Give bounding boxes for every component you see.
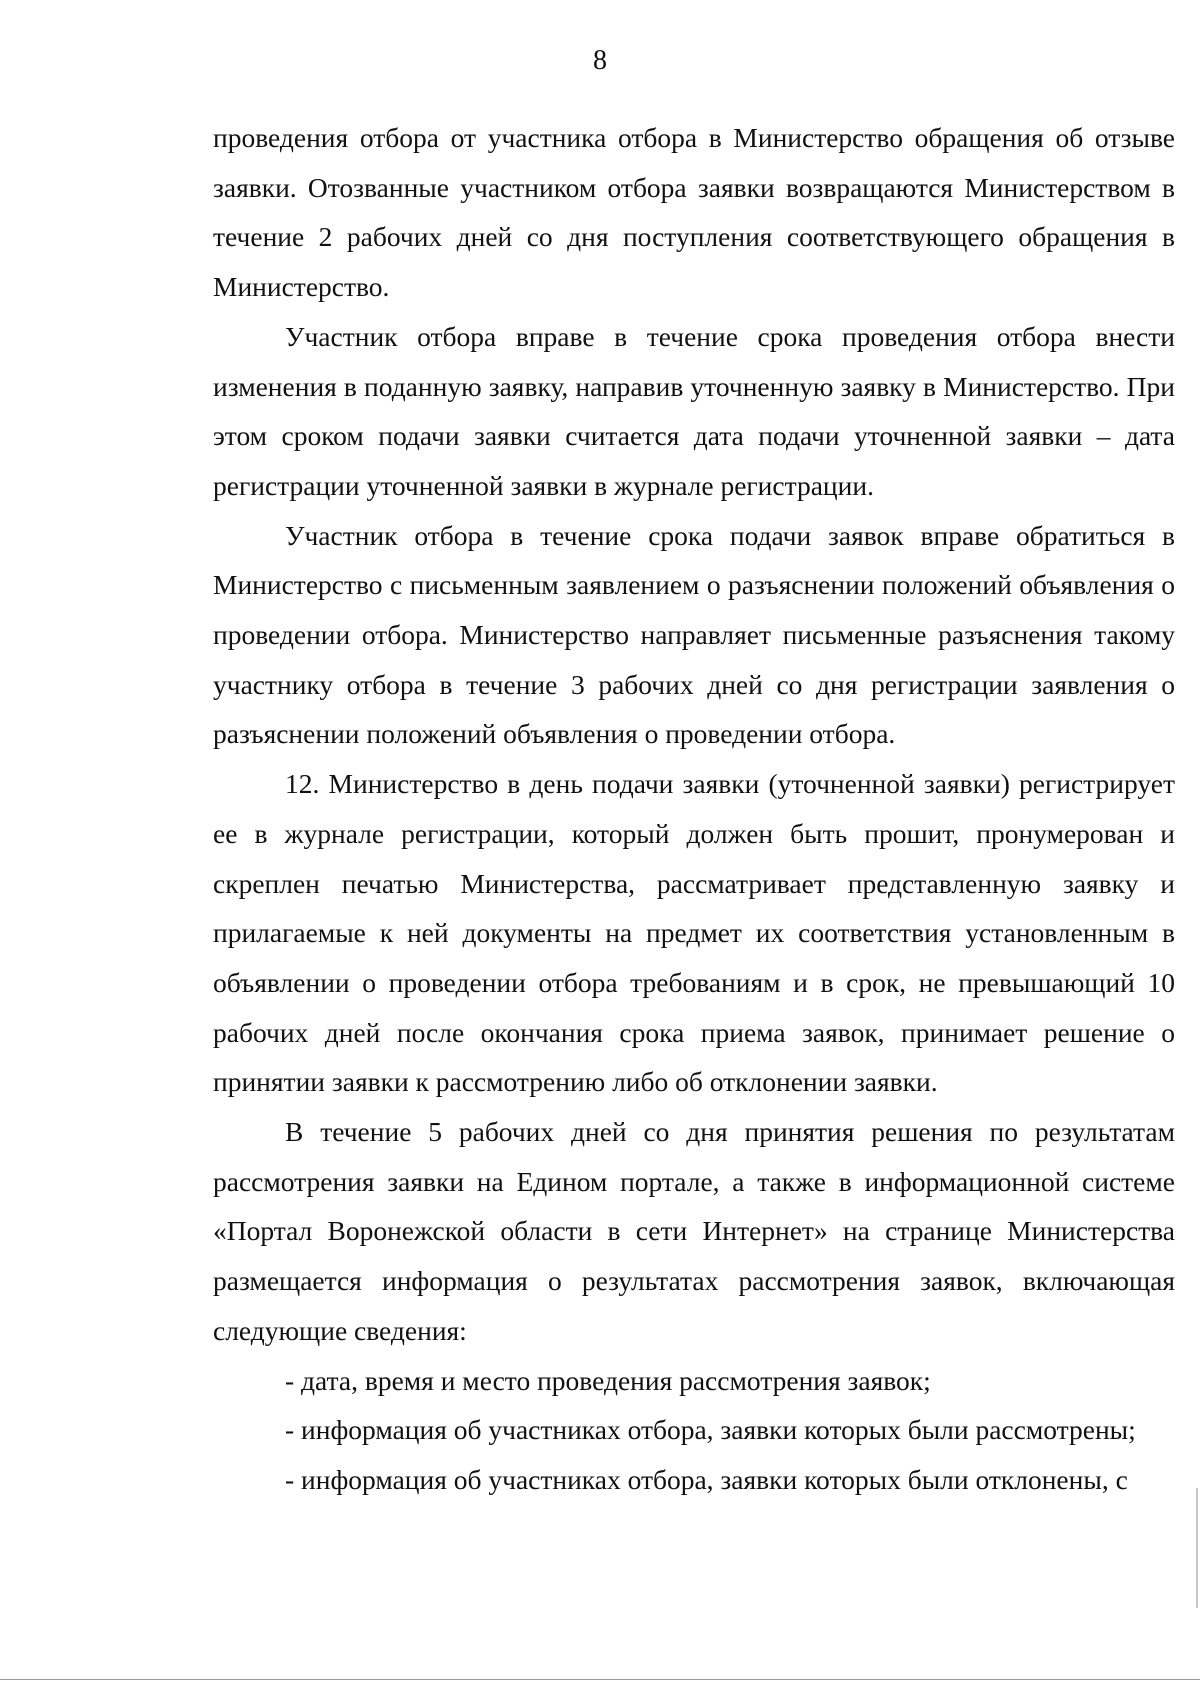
list-item: - информация об участниках отбора, заявки которых были рассмотрены;	[285, 1414, 1136, 1446]
paragraph-continuation: проведения отбора от участника отбора в Министерство обращения об отзыве заявки. Отозванные участником отбора заявки возвращаются Министерством в течение 2 рабочих дней со дня поступления соответствующего обращения в Министерство.	[213, 122, 1175, 303]
paragraph: В течение 5 рабочих дней со дня принятия решения по результатам рассмотрения заявки на Едином портале, а также в информационной системе «Портал Воронежской области в сети Интернет» на странице Министерства размещается информация о результатах рассмотрения заявок, включающая следующие сведения:	[213, 1116, 1175, 1346]
paragraph: Участник отбора в течение срока подачи заявок вправе обратиться в Министерство с письменным заявлением о разъяснении положений объявления о проведении отбора. Министерство направляет письменные разъяснения такому участнику отбора в течение 3 рабочих дней со дня регистрации заявления о разъяснении положений объявления о проведении отбора.	[213, 519, 1175, 750]
page-number: 8	[593, 45, 607, 76]
paragraph-item-12: 12. Министерство в день подачи заявки (уточненной заявки) регистрирует ее в журнале регистрации, который должен быть прошит, пронумерован и скреплен печатью Министерства, рассматривает представленную заявку и прилагаемые к ней документы на предмет их соответствия установленным в объявлении о проведении отбора требованиям и в срок, не превышающий 10 рабочих дней после окончания срока приема заявок, принимает решение о принятии заявки к рассмотрению либо об отклонении заявки.	[213, 768, 1175, 1098]
scan-bottom-edge	[0, 1679, 1200, 1680]
document-body	[213, 113, 1175, 1505]
list-item: - информация об участниках отбора, заявки которых были отклонены, с	[285, 1463, 1128, 1495]
list-item: - дата, время и место проведения рассмотрения заявок;	[285, 1364, 931, 1396]
scan-edge-mark	[1196, 1488, 1198, 1608]
paragraph: Участник отбора вправе в течение срока проведения отбора внести изменения в поданную заявку, направив уточненную заявку в Министерство. При этом сроком подачи заявки считается дата подачи уточненной заявки – дата регистрации уточненной заявки в журнале регистрации.	[213, 320, 1175, 501]
